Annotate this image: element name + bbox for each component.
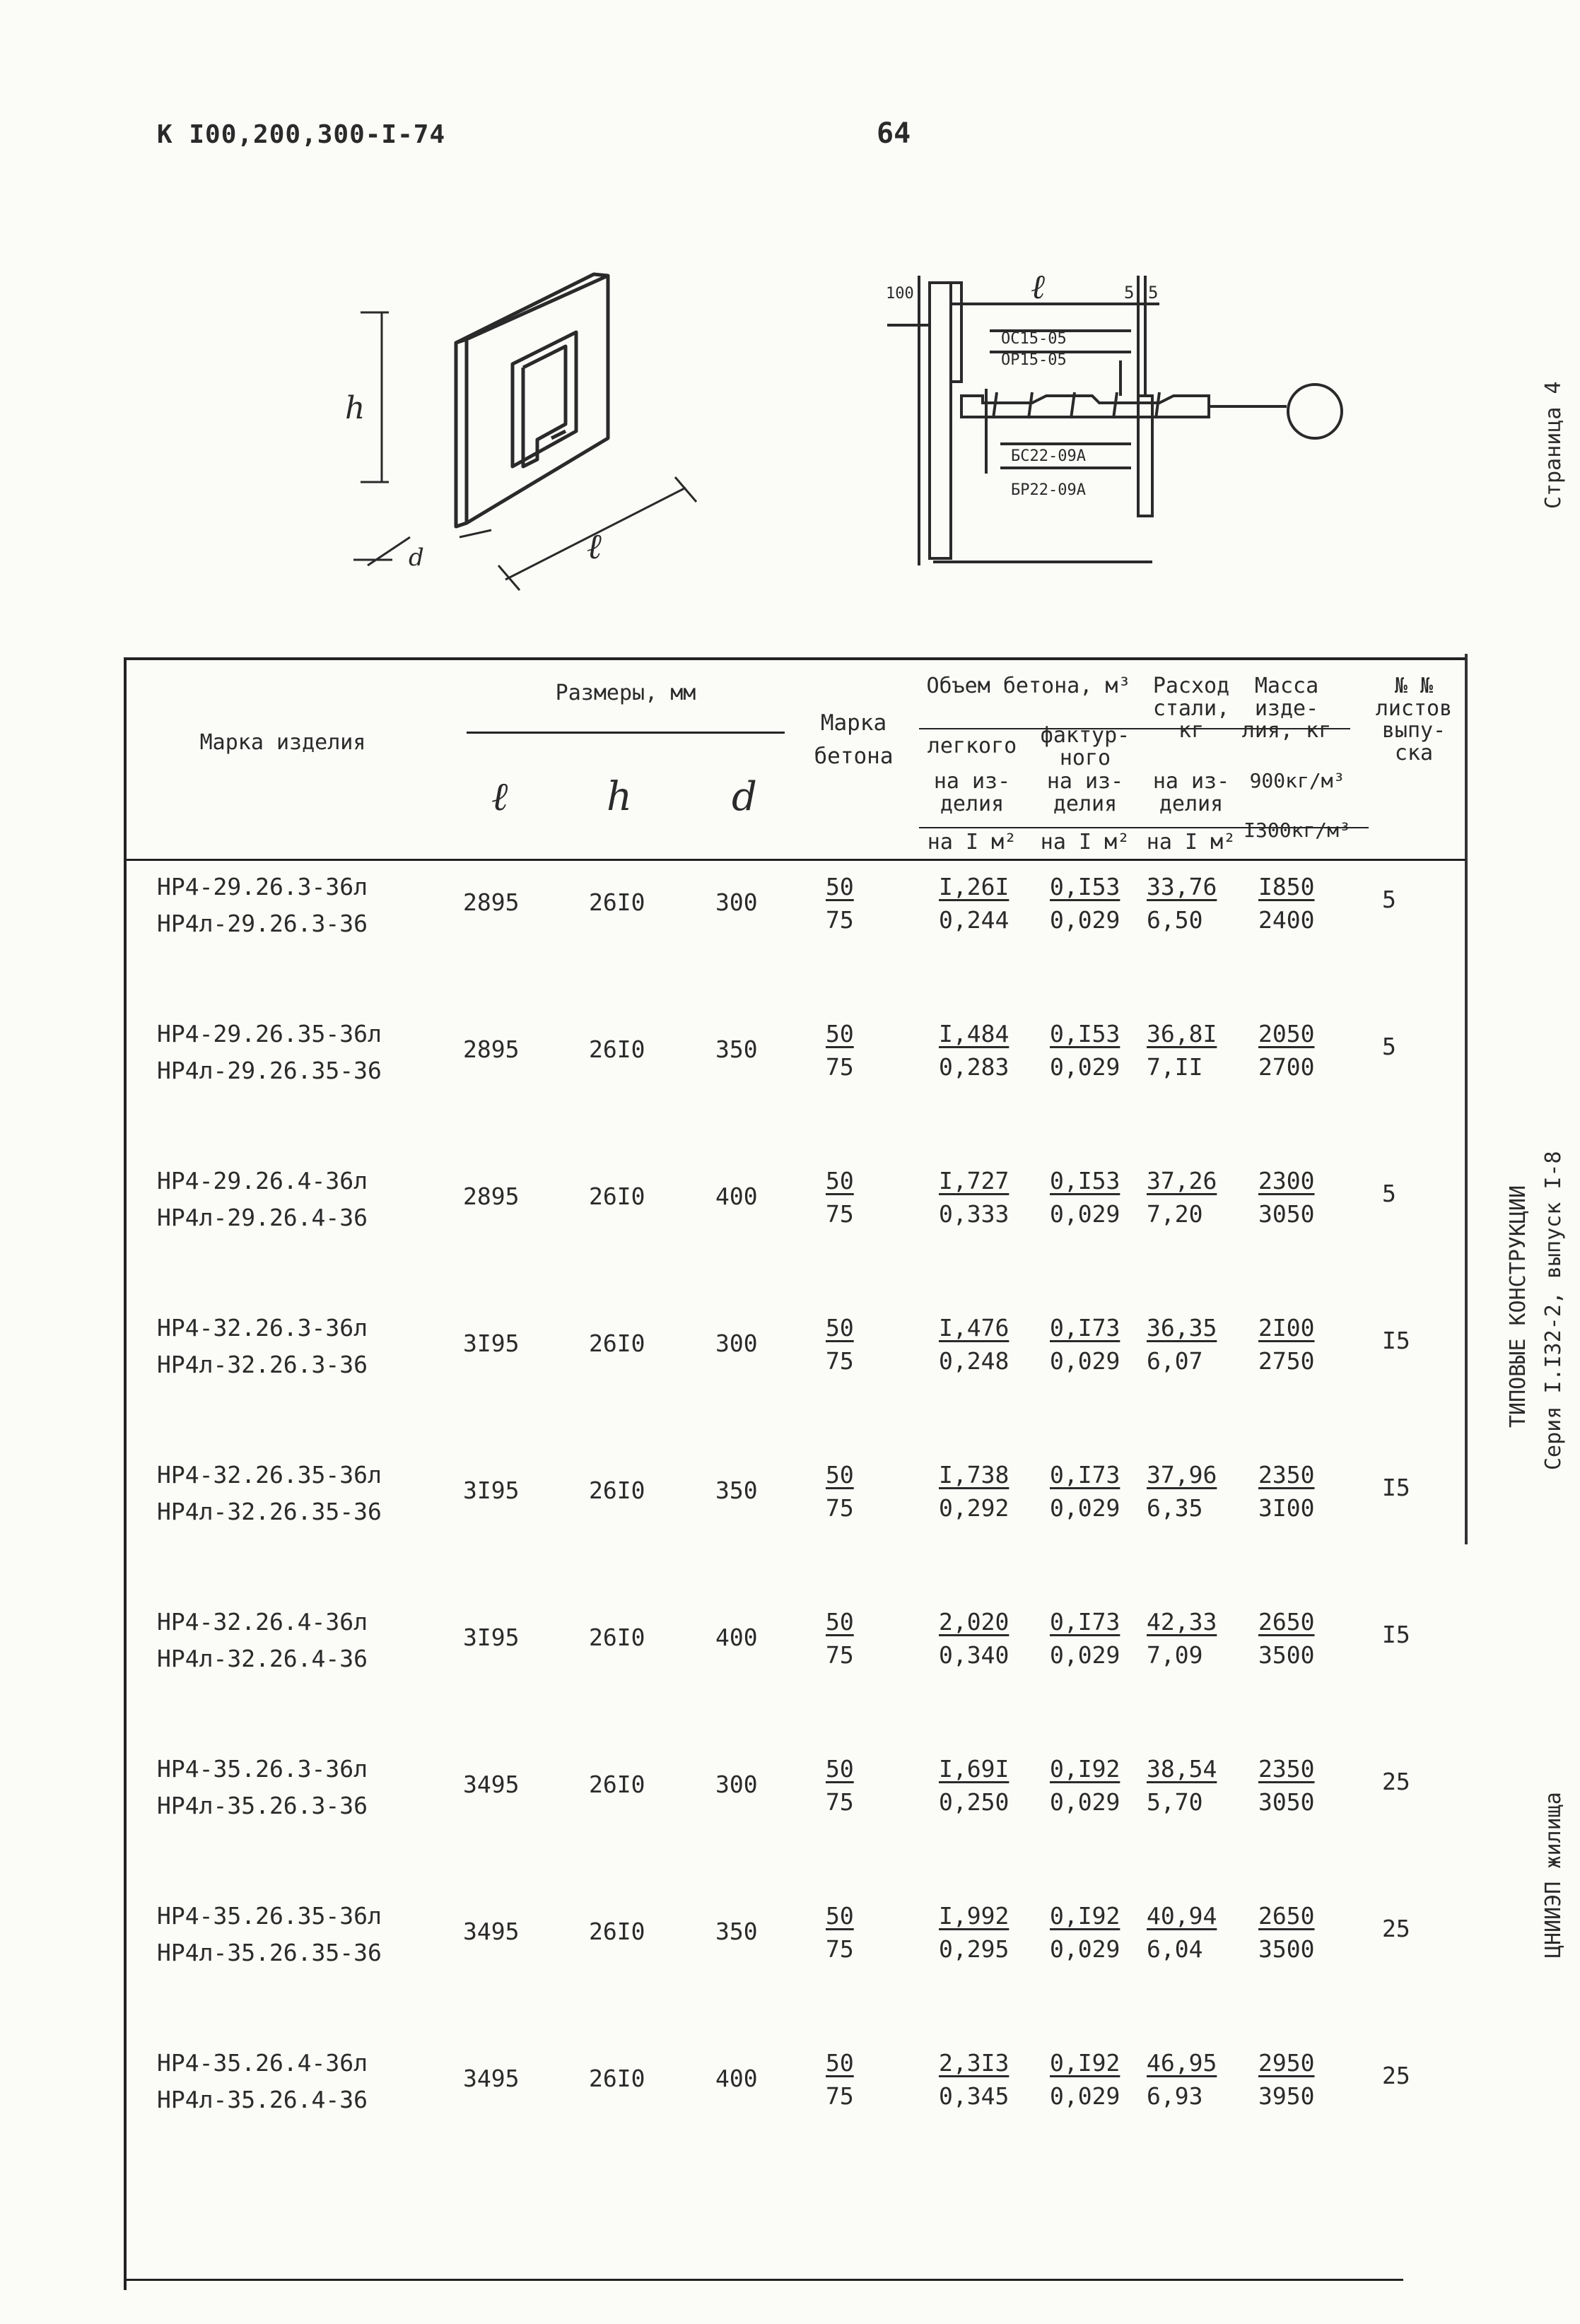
- cell-m2: НР4л-35.26.35-36: [157, 1939, 382, 1966]
- cell-sh: I5: [1382, 1327, 1410, 1354]
- cell-s1: 36,35: [1147, 1314, 1217, 1342]
- cell-ct: 50: [826, 1608, 854, 1636]
- cell-w2: 3950: [1258, 2082, 1315, 2110]
- col-per-m2-2: на I м²: [1040, 830, 1130, 855]
- series-title: ТИПОВЫЕ КОНСТРУКЦИИ: [1506, 1185, 1531, 1428]
- cell-w1: 2950: [1258, 2049, 1315, 2077]
- cell-m2: НР4л-32.26.35-36: [157, 1498, 382, 1525]
- cell-v1: 2,3I3: [939, 2049, 1010, 2077]
- col-steel-header: Расход стали, кг: [1152, 674, 1230, 743]
- cell-cb: 75: [826, 906, 854, 934]
- col-per-m2-3: на I м²: [1146, 830, 1236, 855]
- cell-f1: 0,I53: [1050, 873, 1120, 900]
- cell-h: 26I0: [589, 888, 645, 916]
- cell-v1: I,727: [939, 1167, 1010, 1195]
- cell-l: 3495: [463, 1771, 520, 1798]
- cell-d: 300: [715, 888, 758, 916]
- cell-sh: I5: [1382, 1474, 1410, 1501]
- cell-w2: 2400: [1258, 906, 1315, 934]
- cell-h: 26I0: [589, 1771, 645, 1798]
- cell-w2: 3050: [1258, 1788, 1315, 1816]
- cell-cb: 75: [826, 1494, 854, 1522]
- label-bc: БС22-09А: [1011, 447, 1086, 465]
- cell-s2: 6,04: [1147, 1935, 1203, 1963]
- cell-s1: 38,54: [1147, 1755, 1217, 1783]
- cell-v1: I,476: [939, 1314, 1010, 1342]
- cell-f2: 0,029: [1050, 906, 1120, 934]
- col-mass-header: Масса изде-лия, кг: [1241, 674, 1332, 743]
- cell-h: 26I0: [589, 1330, 645, 1357]
- cell-s1: 46,95: [1147, 2049, 1217, 2077]
- cell-l: 3495: [463, 1918, 520, 1945]
- col-light-header: легкого: [927, 734, 1017, 758]
- cell-ct: 50: [826, 1020, 854, 1047]
- cell-v2: 0,345: [939, 2082, 1010, 2110]
- cell-cb: 75: [826, 1788, 854, 1816]
- label-bp: БР22-09А: [1011, 481, 1086, 499]
- cell-cb: 75: [826, 1347, 854, 1375]
- dims-divider: [467, 732, 785, 734]
- cell-f1: 0,I53: [1050, 1020, 1120, 1047]
- cell-d: 400: [715, 2065, 758, 2092]
- cell-m1: НР4-32.26.4-36л: [157, 1608, 368, 1636]
- dim-l-label: ℓ: [587, 526, 602, 567]
- cell-w1: 2300: [1258, 1167, 1315, 1195]
- cell-m2: НР4л-32.26.3-36: [157, 1351, 368, 1378]
- dim-h-label: h: [345, 390, 365, 426]
- cell-ct: 50: [826, 2049, 854, 2077]
- cell-w2: 2750: [1258, 1347, 1315, 1375]
- cell-f1: 0,I92: [1050, 2049, 1120, 2077]
- cell-w2: 3I00: [1258, 1494, 1315, 1522]
- cell-ct: 50: [826, 873, 854, 900]
- col-mass-900: 900кг/м³: [1249, 769, 1345, 792]
- cell-ct: 50: [826, 1755, 854, 1783]
- cell-s2: 6,93: [1147, 2082, 1203, 2110]
- cell-sh: 25: [1382, 1915, 1410, 1942]
- cell-s2: 5,70: [1147, 1788, 1203, 1816]
- cell-v2: 0,248: [939, 1347, 1010, 1375]
- table-top-rule: [124, 657, 1465, 660]
- cell-s1: 37,26: [1147, 1167, 1217, 1195]
- cell-d: 400: [715, 1624, 758, 1651]
- section-drawing: [877, 254, 1371, 587]
- cell-s1: 37,96: [1147, 1461, 1217, 1489]
- table-header-rule: [124, 859, 1465, 861]
- cell-v1: I,69I: [939, 1755, 1010, 1783]
- cell-w1: 2350: [1258, 1755, 1315, 1783]
- cell-v1: I,738: [939, 1461, 1010, 1489]
- cell-f1: 0,I53: [1050, 1167, 1120, 1195]
- cell-w1: 2050: [1258, 1020, 1315, 1047]
- cell-f1: 0,I73: [1050, 1314, 1120, 1342]
- cell-l: 3I95: [463, 1624, 520, 1651]
- col-per-item-2: на из-делия: [1046, 769, 1124, 816]
- cell-v1: I,992: [939, 1902, 1010, 1930]
- cell-d: 400: [715, 1182, 758, 1210]
- cell-f1: 0,I92: [1050, 1755, 1120, 1783]
- cell-d: 350: [715, 1918, 758, 1945]
- cell-l: 2895: [463, 888, 520, 916]
- dim-d-label: d: [409, 544, 424, 572]
- cell-f2: 0,029: [1050, 1641, 1120, 1669]
- cell-v2: 0,295: [939, 1935, 1010, 1963]
- cell-f2: 0,029: [1050, 1053, 1120, 1081]
- panel-isometric-drawing: [325, 254, 721, 608]
- cell-h: 26I0: [589, 1035, 645, 1063]
- institute-name: ЦНИИЭП жилища: [1541, 1792, 1566, 1958]
- cell-l: 2895: [463, 1035, 520, 1063]
- cell-sh: 25: [1382, 1768, 1410, 1795]
- cell-f1: 0,I92: [1050, 1902, 1120, 1930]
- cell-f2: 0,029: [1050, 1935, 1120, 1963]
- cell-f2: 0,029: [1050, 1200, 1120, 1228]
- cell-sh: 5: [1382, 1180, 1396, 1207]
- col-l-header: ℓ: [491, 774, 508, 820]
- cell-s2: 7,09: [1147, 1641, 1203, 1669]
- cell-w2: 3500: [1258, 1935, 1315, 1963]
- section-5a-label: 5: [1124, 283, 1135, 303]
- cell-m1: НР4-32.26.3-36л: [157, 1314, 368, 1342]
- cell-f1: 0,I73: [1050, 1461, 1120, 1489]
- col-per-item-3: на из-делия: [1152, 769, 1230, 816]
- cell-d: 350: [715, 1477, 758, 1504]
- cell-v1: 2,020: [939, 1608, 1010, 1636]
- cell-f2: 0,029: [1050, 1788, 1120, 1816]
- col-sheets-header: № № листов выпу-ска: [1375, 674, 1453, 765]
- cell-h: 26I0: [589, 1182, 645, 1210]
- cell-h: 26I0: [589, 1918, 645, 1945]
- cell-w1: I850: [1258, 873, 1315, 900]
- cell-h: 26I0: [589, 2065, 645, 2092]
- col-per-item-1: на из-делия: [933, 769, 1011, 816]
- cell-s2: 6,35: [1147, 1494, 1203, 1522]
- series-subtitle: Серия I.I32-2, выпуск I-8: [1541, 1151, 1566, 1470]
- cell-w1: 2350: [1258, 1461, 1315, 1489]
- cell-h: 26I0: [589, 1477, 645, 1504]
- cell-sh: 5: [1382, 886, 1396, 913]
- cell-ct: 50: [826, 1461, 854, 1489]
- cell-d: 300: [715, 1330, 758, 1357]
- cell-m1: НР4-35.26.3-36л: [157, 1755, 368, 1783]
- cell-m1: НР4-35.26.4-36л: [157, 2049, 368, 2077]
- cell-v2: 0,333: [939, 1200, 1010, 1228]
- col-facing-header: фактур-ного: [1040, 723, 1130, 770]
- cell-f2: 0,029: [1050, 2082, 1120, 2110]
- cell-s1: 36,8I: [1147, 1020, 1217, 1047]
- cell-w2: 3500: [1258, 1641, 1315, 1669]
- cell-s2: 6,50: [1147, 906, 1203, 934]
- cell-w1: 2650: [1258, 1608, 1315, 1636]
- col-mass-1300: I300кг/м³: [1243, 818, 1351, 842]
- table-bottom-rule: [124, 2279, 1403, 2281]
- cell-f1: 0,I73: [1050, 1608, 1120, 1636]
- page-number: 64: [877, 117, 911, 150]
- section-l-label: ℓ: [1031, 267, 1045, 307]
- cell-sh: 5: [1382, 1033, 1396, 1060]
- cell-w1: 2I00: [1258, 1314, 1315, 1342]
- cell-l: 3I95: [463, 1477, 520, 1504]
- cell-v2: 0,244: [939, 906, 1010, 934]
- cell-m2: НР4л-29.26.35-36: [157, 1057, 382, 1084]
- cell-h: 26I0: [589, 1624, 645, 1651]
- cell-ct: 50: [826, 1902, 854, 1930]
- cell-s1: 33,76: [1147, 873, 1217, 900]
- label-oc: ОС15-05: [1001, 330, 1067, 348]
- section-5b-label: 5: [1148, 283, 1159, 303]
- col-d-header: d: [732, 774, 757, 820]
- cell-ct: 50: [826, 1314, 854, 1342]
- cell-l: 3495: [463, 2065, 520, 2092]
- label-op: ОР15-05: [1001, 351, 1067, 369]
- cell-f2: 0,029: [1050, 1347, 1120, 1375]
- cell-m2: НР4л-29.26.4-36: [157, 1204, 368, 1231]
- table-left-rule: [124, 657, 127, 2290]
- cell-m1: НР4-29.26.4-36л: [157, 1167, 368, 1195]
- cell-f2: 0,029: [1050, 1494, 1120, 1522]
- section-100-label: 100: [886, 285, 914, 303]
- document-code: К I00,200,300-I-74: [157, 120, 446, 149]
- cell-l: 3I95: [463, 1330, 520, 1357]
- cell-cb: 75: [826, 2082, 854, 2110]
- cell-v1: I,26I: [939, 873, 1010, 900]
- cell-sh: I5: [1382, 1621, 1410, 1648]
- cell-v1: I,484: [939, 1020, 1010, 1047]
- cell-m2: НР4л-32.26.4-36: [157, 1645, 368, 1672]
- col-h-header: h: [607, 774, 633, 820]
- cell-s1: 40,94: [1147, 1902, 1217, 1930]
- cell-s2: 7,II: [1147, 1053, 1203, 1081]
- cell-s1: 42,33: [1147, 1608, 1217, 1636]
- margin-rule: [1465, 654, 1468, 1544]
- col-per-m2-1: на I м²: [927, 830, 1017, 855]
- cell-cb: 75: [826, 1935, 854, 1963]
- cell-v2: 0,250: [939, 1788, 1010, 1816]
- cell-m2: НР4л-35.26.4-36: [157, 2086, 368, 2113]
- cell-d: 350: [715, 1035, 758, 1063]
- cell-w2: 3050: [1258, 1200, 1315, 1228]
- cell-v2: 0,340: [939, 1641, 1010, 1669]
- cell-w2: 2700: [1258, 1053, 1315, 1081]
- cell-v2: 0,283: [939, 1053, 1010, 1081]
- cell-m2: НР4л-29.26.3-36: [157, 910, 368, 937]
- cell-s2: 6,07: [1147, 1347, 1203, 1375]
- page-label: Страница 4: [1541, 381, 1566, 509]
- cell-m1: НР4-29.26.3-36л: [157, 873, 368, 900]
- cell-sh: 25: [1382, 2062, 1410, 2089]
- col-volume-header: Объем бетона, м³: [926, 674, 1131, 698]
- cell-s2: 7,20: [1147, 1200, 1203, 1228]
- cell-m1: НР4-29.26.35-36л: [157, 1020, 382, 1047]
- cell-w1: 2650: [1258, 1902, 1315, 1930]
- col-concrete-mark-header: Марка бетона: [814, 710, 894, 769]
- cell-v2: 0,292: [939, 1494, 1010, 1522]
- cell-ct: 50: [826, 1167, 854, 1195]
- col-dims-header: Размеры, мм: [555, 681, 696, 705]
- cell-cb: 75: [826, 1053, 854, 1081]
- cell-l: 2895: [463, 1182, 520, 1210]
- cell-m1: НР4-32.26.35-36л: [157, 1461, 382, 1489]
- col-mark-header: Марка изделия: [199, 730, 366, 755]
- cell-m2: НР4л-35.26.3-36: [157, 1792, 368, 1819]
- cell-cb: 75: [826, 1200, 854, 1228]
- cell-d: 300: [715, 1771, 758, 1798]
- cell-m1: НР4-35.26.35-36л: [157, 1902, 382, 1930]
- cell-cb: 75: [826, 1641, 854, 1669]
